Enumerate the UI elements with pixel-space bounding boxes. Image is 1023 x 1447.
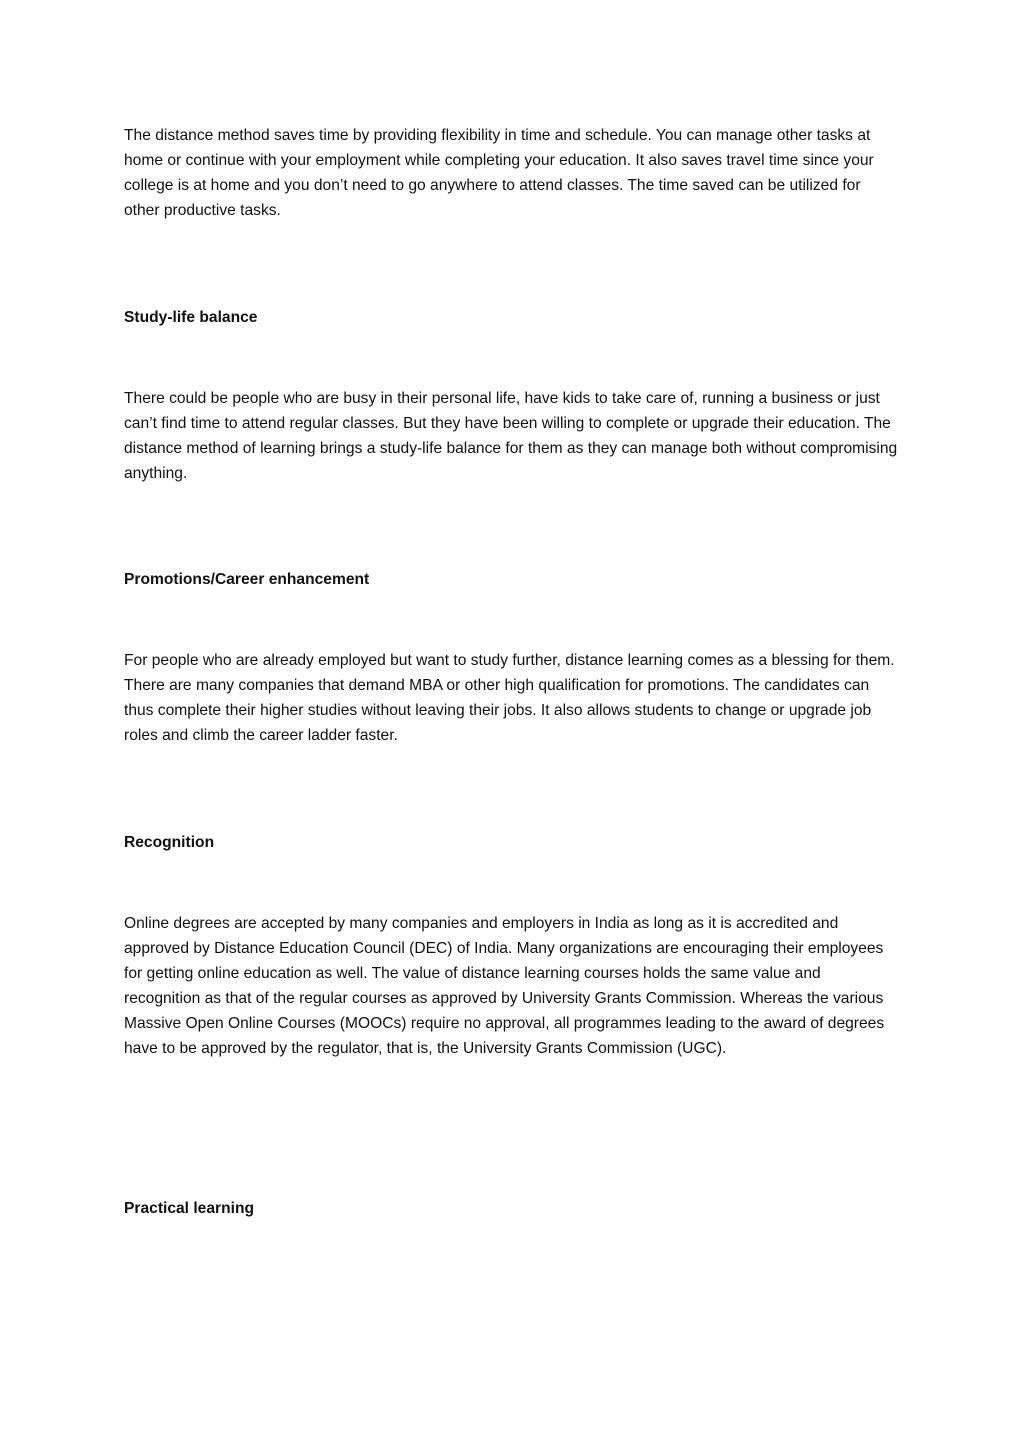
heading-study-life-balance: Study-life balance <box>124 309 258 326</box>
paragraph-time-saving: The distance method saves time by providing flexibility in time and schedule. You can manage other tasks at home or continue with your employment while completing your education. It also saves travel time since your college is at home and you don’t need to go anywhere to attend classes. The time saved can be utilized for other productive tasks. <box>124 127 874 219</box>
paragraph-recognition: Online degrees are accepted by many companies and employers in India as long as it is accredited and approved by Distance Education Council (DEC) of India. Many organizations are encouraging their employees for getting online education as well. The value of distance learning courses holds the same value and recognition as that of the regular courses as approved by University Grants Commission. Whereas the various Massive Open Online Courses (MOOCs) require no approval, all programmes leading to the award of degrees have to be approved by the regulator, that is, the University Grants Commission (UGC). <box>124 915 885 1057</box>
heading-recognition: Recognition <box>124 834 215 851</box>
heading-practical-learning: Practical learning <box>124 1200 255 1217</box>
paragraph-study-life-balance: There could be people who are busy in their personal life, have kids to take care of, running a business or just can’t find time to attend regular classes. But they have been willing to complete or upgrade their education. The distance method of learning brings a study-life balance for them as they can manage both without compromising anything. <box>124 390 898 482</box>
heading-promotions-career: Promotions/Career enhancement <box>124 571 370 588</box>
paragraph-promotions-career: For people who are already employed but want to study further, distance learning comes as a blessing for them. There are many companies that demand MBA or other high qualification for promotions. The candidates can thus complete their higher studies without leaving their jobs. It also allows students to change or upgrade job roles and climb the career ladder faster. <box>124 652 895 744</box>
